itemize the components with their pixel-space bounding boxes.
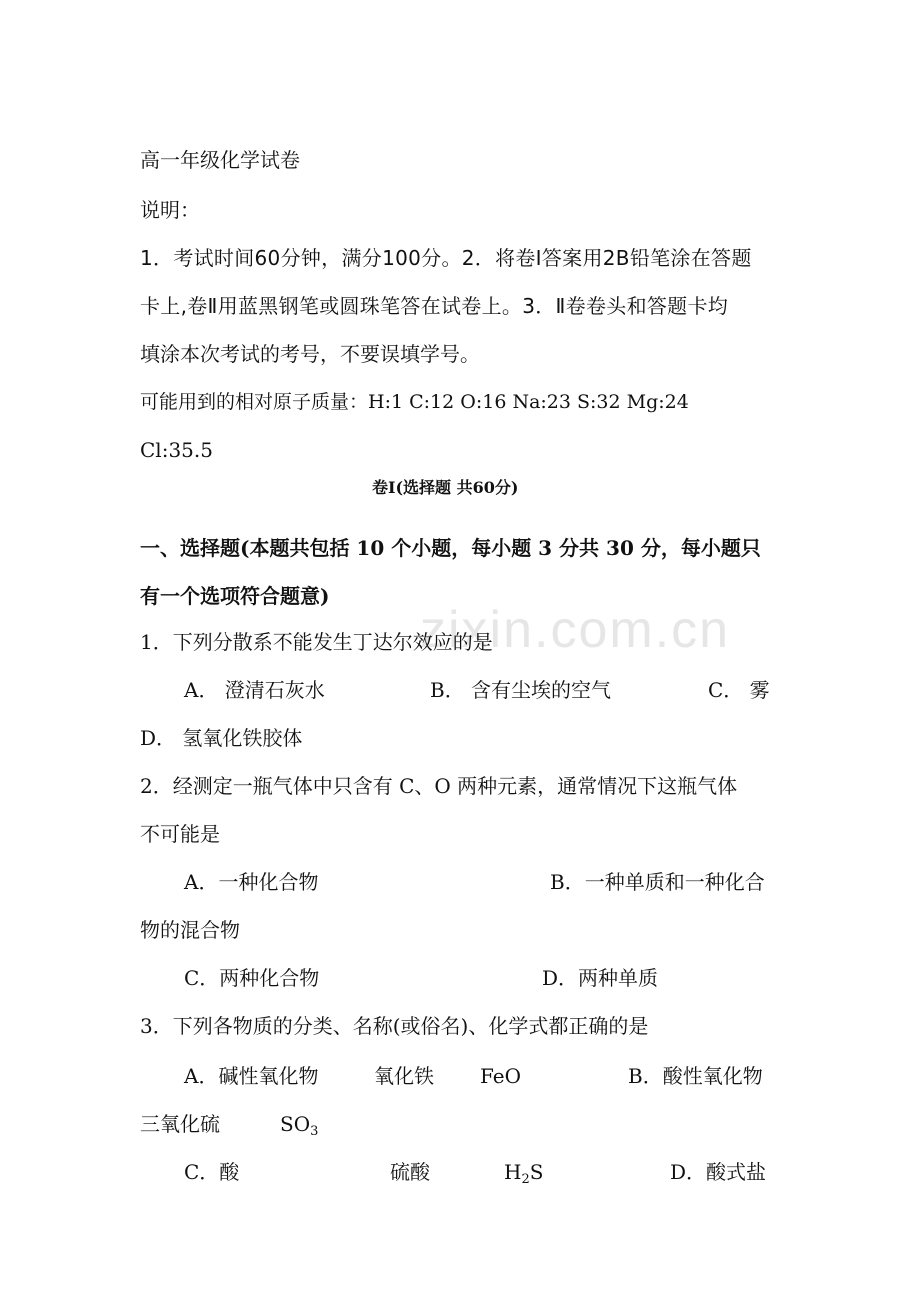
note-label: 说明： bbox=[140, 198, 200, 222]
note-line-3: 填涂本次考试的考号，不要误填学号。 bbox=[140, 342, 480, 366]
q3-option-b-class: B．酸性氧化物 bbox=[628, 1064, 763, 1088]
q2-option-b-line-1: B．一种单质和一种化合 bbox=[550, 870, 765, 894]
atomic-mass-line-1: 可能用到的相对原子质量：H:1 C:12 O:16 Na:23 S:32 Mg:24 bbox=[140, 391, 689, 413]
q2-option-a: A．一种化合物 bbox=[184, 870, 319, 894]
q3-stem: 3．下列各物质的分类、名称(或俗名)、化学式都正确的是 bbox=[140, 1014, 649, 1038]
q3-option-d-class: D．酸式盐 bbox=[670, 1160, 767, 1184]
q2-stem-line-1: 2．经测定一瓶气体中只含有 C、O 两种元素，通常情况下这瓶气体 bbox=[140, 774, 738, 798]
section-header: 卷Ⅰ(选择题 共60分) bbox=[372, 478, 519, 497]
q3-option-c-formula: $H_2S$ bbox=[504, 1160, 544, 1187]
q3-option-b-formula: $SO_3$ bbox=[280, 1112, 319, 1139]
q3-option-a-class: A．碱性氧化物 bbox=[184, 1064, 319, 1088]
q2-stem-line-2: 不可能是 bbox=[140, 822, 220, 846]
q2-option-c: C．两种化合物 bbox=[184, 966, 320, 990]
q3-option-a-formula: FeO bbox=[480, 1064, 522, 1088]
watermark: zixin.com.cn bbox=[420, 601, 731, 659]
note-line-2: 卡上,卷Ⅱ用蓝黑钢笔或圆珠笔答在试卷上。3．Ⅱ卷卷头和答题卡均 bbox=[140, 294, 729, 318]
page-title: 高一年级化学试卷 bbox=[140, 148, 300, 172]
q1-option-d: D． 氢氧化铁胶体 bbox=[140, 726, 303, 750]
note-line-1: 1．考试时间60分钟，满分100分。2．将卷Ⅰ答案用2B铅笔涂在答题 bbox=[140, 246, 752, 270]
q1-stem: 1．下列分散系不能发生丁达尔效应的是 bbox=[140, 630, 493, 654]
part1-line-1: 一、选择题(本题共包括 10 个小题，每小题 3 分共 30 分，每小题只 bbox=[140, 536, 761, 560]
q1-option-b: B． 含有尘埃的空气 bbox=[430, 678, 612, 702]
part1-line-2: 有一个选项符合题意) bbox=[140, 584, 330, 608]
q3-option-c-name: 硫酸 bbox=[390, 1160, 430, 1184]
q1-option-c: C． 雾 bbox=[708, 678, 770, 702]
q3-option-c-class: C．酸 bbox=[184, 1160, 240, 1184]
q1-option-a: A． 澄清石灰水 bbox=[184, 678, 325, 702]
q2-option-b-line-2: 物的混合物 bbox=[140, 918, 240, 942]
q3-option-b-name: 三氧化硫 bbox=[140, 1112, 220, 1136]
q2-option-d: D．两种单质 bbox=[542, 966, 659, 990]
q3-option-a-name: 氧化铁 bbox=[374, 1064, 434, 1088]
atomic-mass-line-2: Cl:35.5 bbox=[140, 438, 213, 462]
